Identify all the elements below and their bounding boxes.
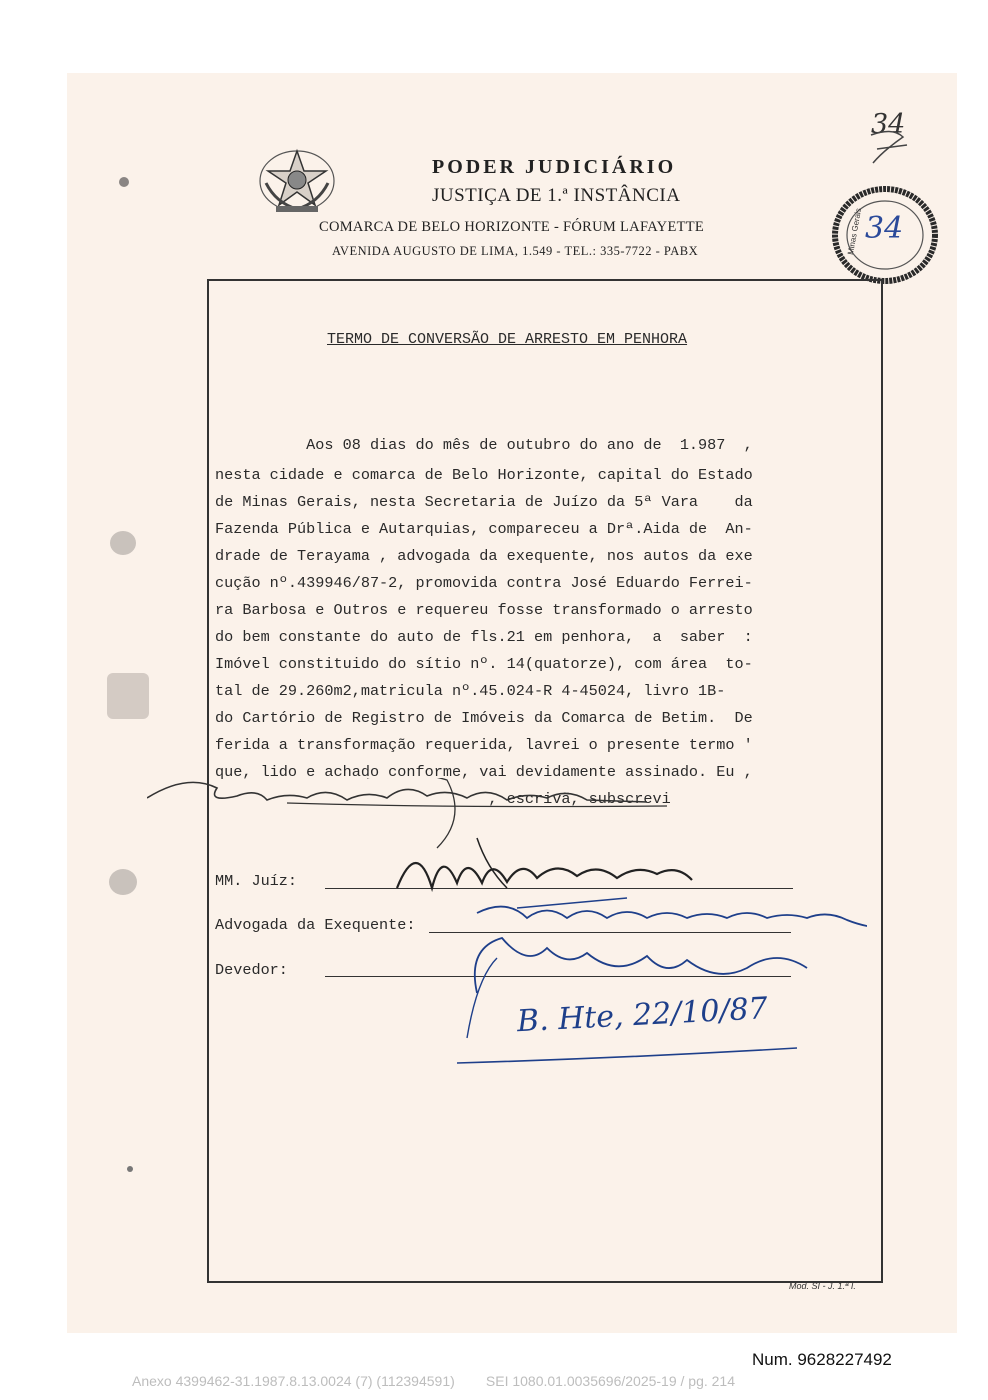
devedor-label: Devedor: — [215, 961, 288, 979]
document-page — [67, 73, 957, 1333]
body-line: Aos 08 dias do mês de outubro do ano de 1.987 , — [215, 436, 753, 454]
document-title: TERMO DE CONVERSÃO DE ARRESTO EM PENHORA — [327, 331, 688, 348]
form-code: Mod. SI - J. 1.ª I. — [789, 1281, 856, 1291]
body-line: do bem constante do auto de fls.21 em penhora, a saber : — [215, 628, 753, 646]
page-number: Num. 9628227492 — [752, 1350, 892, 1369]
body-line: Fazenda Pública e Autarquias, compareceu a Drª.Aida de An- — [215, 520, 753, 538]
header-title: PODER JUDICIÁRIO — [432, 156, 677, 178]
body-line: drade de Terayama , advogada da exequente, nos autos da exe — [215, 547, 753, 565]
punch-mark — [119, 177, 129, 187]
stamp-number: 34 — [865, 211, 904, 246]
body-line: do Cartório de Registro de Imóveis da Comarca de Betim. De — [215, 709, 753, 727]
folio-number-text: 34 — [871, 109, 906, 140]
handwritten-date: B. Hte, 22/10/87 — [516, 991, 769, 1040]
header-instancia: JUSTIÇA DE 1.ª INSTÂNCIA — [432, 185, 681, 206]
body-line: Imóvel constituido do sítio nº. 14(quatorze), com área to- — [215, 655, 753, 673]
advogada-label: Advogada da Exequente: — [215, 916, 416, 934]
coat-of-arms-icon — [256, 143, 338, 215]
body-line: tal de 29.260m2,matricula nº.45.024-R 4-45024, livro 1B- — [215, 682, 726, 700]
body-line: , escrivã, subscrevi — [215, 790, 671, 808]
folio-strike-icon — [863, 129, 913, 169]
speck — [127, 1166, 133, 1172]
body-line: nesta cidade e comarca de Belo Horizonte, capital do Estado — [215, 466, 753, 484]
header-comarca: COMARCA DE BELO HORIZONTE - FÓRUM LAFAYETTE — [319, 219, 705, 235]
body-line: cução nº.439946/87-2, promovida contra José Eduardo Ferrei- — [215, 574, 753, 592]
punch-hole — [110, 531, 136, 555]
punch-hole — [109, 869, 137, 895]
body-line: ra Barbosa e Outros e requereu fosse transformado o arresto — [215, 601, 753, 619]
body-line: ferida a transformação requerida, lavrei o presente termo ' — [215, 736, 753, 754]
body-line: de Minas Gerais, nesta Secretaria de Juízo da 5ª Vara da — [215, 493, 753, 511]
header-address: AVENIDA AUGUSTO DE LIMA, 1.549 - TEL.: 335-7722 - PABX — [332, 244, 699, 258]
folio-number — [863, 109, 923, 169]
official-stamp — [829, 183, 941, 287]
staple-mark — [107, 673, 149, 719]
handwritten-signatures-icon — [147, 778, 867, 1068]
body-line: que, lido e achado conforme, vai devidamente assinado. Eu , — [215, 763, 753, 781]
stamp-ring-text: Minas Gerais — [846, 207, 864, 256]
footer-reference: Anexo 4399462-31.1987.8.13.0024 (7) (112394591) SEI 1080.01.0035696/2025-19 / pg. 214 — [132, 1373, 735, 1389]
juiz-label: MM. Juíz: — [215, 872, 298, 890]
